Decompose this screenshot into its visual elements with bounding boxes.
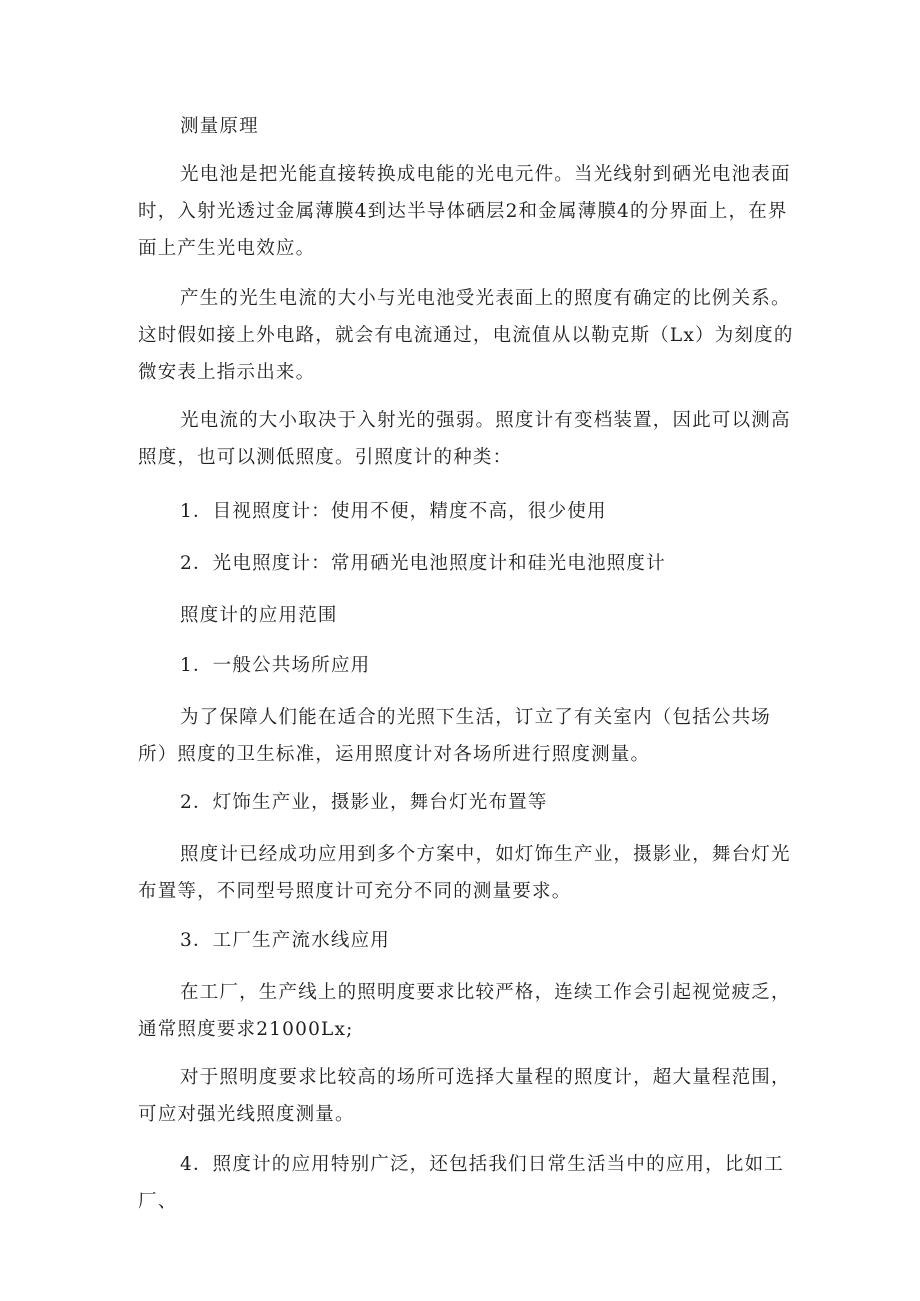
list-item-visual-meter: 1．目视照度计：使用不便，精度不高，很少使用 [180,501,607,522]
paragraph-photocurrent-relation: 产生的光生电流的大小与光电池受光表面上的照度有确定的比例关系。这时假如接上外电路，就会有电流通过，电流值从以勒克斯（Lx）为刻度的微安表上指示出来。 [138,288,794,383]
section-heading-principle: 测量原理 [180,116,259,137]
paragraph-factory-line: 在工厂，生产线上的照明度要求比较严格，连续工作会引起视觉疲乏，通常照度要求21000Lx; [138,982,791,1040]
application-heading-public-places: 1．一般公共场所应用 [180,655,371,676]
paragraph-high-illuminance: 对于照明度要求比较高的场所可选择大量程的照度计，超大量程范围，可应对强光线照度测量。 [138,1067,791,1125]
list-item-photoelectric-meter: 2．光电照度计：常用硒光电池照度计和硅光电池照度计 [180,553,666,574]
section-heading-applications: 照度计的应用范围 [180,605,338,626]
paragraph-photocell-principle: 光电池是把光能直接转换成电能的光电元件。当光线射到硒光电池表面时，入射光透过金属薄膜4到达半导体硒层2和金属薄膜4的分界面上，在界面上产生光电效应。 [138,164,791,259]
application-heading-lighting-photography: 2．灯饰生产业，摄影业，舞台灯光布置等 [180,792,548,813]
paragraph-wide-applications: 4．照度计的应用特别广泛，还包括我们日常生活当中的应用，比如工厂、 [138,1154,784,1212]
paragraph-light-intensity: 光电流的大小取决于入射光的强弱。照度计有变档装置，因此可以测高照度，也可以测低照度。引照度计的种类： [138,410,791,468]
paragraph-lighting-photography: 照度计已经成功应用到多个方案中，如灯饰生产业，摄影业，舞台灯光布置等，不同型号照度计可充分不同的测量要求。 [138,844,791,902]
application-heading-factory-line: 3．工厂生产流水线应用 [180,930,390,951]
paragraph-public-places: 为了保障人们能在适合的光照下生活，订立了有关室内（包括公共场所）照度的卫生标准，运用照度计对各场所进行照度测量。 [138,707,772,765]
